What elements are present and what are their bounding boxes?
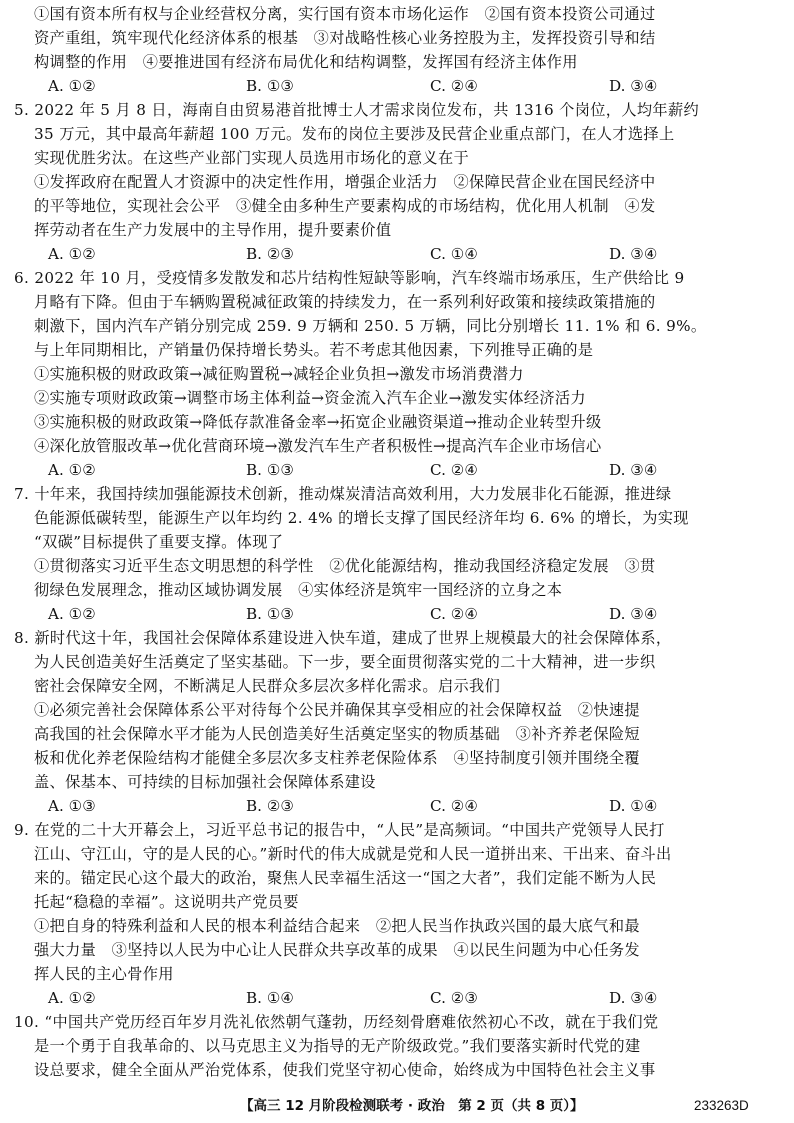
text-line: ①贯彻落实习近平生态文明思想的科学性 ②优化能源结构，推动我国经济稳定发展 ③贯 — [34, 557, 656, 575]
text-line: ①实施积极的财政政策→减征购置税→减轻企业负担→激发市场消费潜力 — [34, 365, 524, 383]
text-line: 构调整的作用 ④要推进国有经济布局优化和结构调整，发挥国有经济主体作用 — [34, 53, 578, 71]
text-line: 色能源低碳转型，能源生产以年均约 2. 4% 的增长支撑了国民经济年均 6. 6% 的增长，为实现 — [34, 509, 689, 527]
option-d: D. ③④ — [609, 77, 658, 95]
text-line: 为人民创造美好生活奠定了坚实基础。下一步，要全面贯彻落实党的二十大精神，进一步织 — [34, 653, 656, 671]
option-d: D. ③④ — [609, 989, 658, 1007]
text-line: ①国有资本所有权与企业经营权分离，实行国有资本市场化运作 ②国有资本投资公司通过 — [34, 5, 656, 23]
option-b: B. ①③ — [246, 461, 295, 479]
option-d: D. ③④ — [609, 605, 658, 623]
question-stem: 6. 2022 年 10 月，受疫情多发散发和芯片结构性短缺等影响，汽车终端市场承压，生产供给比 9 — [14, 269, 685, 287]
text-line: 板和优化养老保险结构才能健全多层次多支柱养老保险体系 ④坚持制度引领并围绕全覆 — [34, 749, 640, 767]
option-c: C. ②④ — [430, 605, 478, 623]
option-b: B. ①③ — [246, 77, 295, 95]
footer-title: 【高三 12 月阶段检测联考 · 政治 第 2 页（共 8 页）】 — [240, 1098, 584, 1114]
text-line: 高我国的社会保障水平才能为人民创造美好生活奠定坚实的物质基础 ③补齐养老保险短 — [34, 725, 640, 743]
paper-code: 233263D — [694, 1098, 749, 1113]
text-line: 来的。锚定民心这个最大的政治，聚焦人民幸福生活这一“国之大者”，我们定能不断为人民 — [34, 869, 657, 887]
text-line: 挥人民的主心骨作用 — [34, 965, 174, 983]
option-a: A. ①② — [48, 989, 96, 1007]
text-line: 是一个勇于自我革命的、以马克思主义为指导的无产阶级政党。”我们要落实新时代党的建 — [34, 1037, 641, 1055]
text-line: 35 万元，其中最高年薪超 100 万元。发布的岗位主要涉及民营企业重点部门，在人才选择上 — [34, 125, 675, 143]
text-line: 刺激下，国内汽车产销分别完成 259. 9 万辆和 250. 5 万辆，同比分别增长 11. 1% 和 6. 9%。 — [34, 317, 707, 335]
question-stem: 9. 在党的二十大开幕会上，习近平总书记的报告中，“人民”是高频词。“中国共产党领导人民打 — [14, 821, 665, 839]
text-line: ③实施积极的财政政策→降低存款准备金率→拓宽企业融资渠道→推动企业转型升级 — [34, 413, 602, 431]
option-a: A. ①② — [48, 605, 96, 623]
option-c: C. ②④ — [430, 461, 478, 479]
question-stem: 10. “中国共产党历经百年岁月洗礼依然朝气蓬勃，历经刻骨磨难依然初心不改，就在于我们党 — [14, 1013, 659, 1031]
text-line: ④深化放管服改革→优化营商环境→激发汽车生产者积极性→提高汽车企业市场信心 — [34, 437, 602, 455]
option-b: B. ①③ — [246, 605, 295, 623]
option-a: A. ①② — [48, 461, 96, 479]
option-c: C. ②③ — [430, 989, 478, 1007]
text-line: 的平等地位，实现社会公平 ③健全由多种生产要素构成的市场结构，优化用人机制 ④发 — [34, 197, 656, 215]
option-d: D. ③④ — [609, 245, 658, 263]
text-line: 与上年同期相比，产销量仍保持增长势头。若不考虑其他因素，下列推导正确的是 — [34, 341, 594, 359]
question-stem: 7. 十年来，我国持续加强能源技术创新，推动煤炭清洁高效利用，大力发展非化石能源，推进绿 — [14, 485, 672, 503]
text-line: 资产重组，筑牢现代化经济体系的根基 ③对战略性核心业务控股为主，发挥投资引导和结 — [34, 29, 656, 47]
option-c: C. ①④ — [430, 245, 478, 263]
text-line: 设总要求，健全全面从严治党体系，使我们党坚守初心使命，始终成为中国特色社会主义事 — [34, 1061, 656, 1079]
option-a: A. ①② — [48, 245, 96, 263]
text-line: “双碳”目标提供了重要支撑。体现了 — [34, 533, 284, 551]
question-stem: 8. 新时代这十年，我国社会保障体系建设进入快车道，建成了世界上规模最大的社会保障体系， — [14, 629, 672, 647]
text-line: ①发挥政府在配置人才资源中的决定性作用，增强企业活力 ②保障民营企业在国民经济中 — [34, 173, 656, 191]
option-c: C. ②④ — [430, 797, 478, 815]
text-line: 强大力量 ③坚持以人民为中心让人民群众共享改革的成果 ④以民生问题为中心任务发 — [34, 941, 640, 959]
option-a: A. ①③ — [48, 797, 96, 815]
text-line: 密社会保障安全网，不断满足人民群众多层次多样化需求。启示我们 — [34, 677, 501, 695]
text-line: 挥劳动者在生产力发展中的主导作用，提升要素价值 — [34, 221, 392, 239]
text-line: 盖、保基本、可持续的目标加强社会保障体系建设 — [34, 773, 376, 791]
option-d: D. ①④ — [609, 797, 658, 815]
text-line: 托起“稳稳的幸福”。这说明共产党员要 — [34, 893, 299, 911]
text-line: ②实施专项财政政策→调整市场主体利益→资金流入汽车企业→激发实体经济活力 — [34, 389, 586, 407]
option-b: B. ②③ — [246, 245, 295, 263]
option-c: C. ②④ — [430, 77, 478, 95]
option-a: A. ①② — [48, 77, 96, 95]
text-line: 彻绿色发展理念，推动区域协调发展 ④实体经济是筑牢一国经济的立身之本 — [34, 581, 563, 599]
question-stem: 5. 2022 年 5 月 8 日，海南自由贸易港首批博士人才需求岗位发布，共 1316 个岗位，人均年薪约 — [14, 101, 700, 119]
text-line: ①必须完善社会保障体系公平对待每个公民并确保其享受相应的社会保障权益 ②快速提 — [34, 701, 640, 719]
option-d: D. ③④ — [609, 461, 658, 479]
text-line: 月略有下降。但由于车辆购置税减征政策的持续发力，在一系列利好政策和接续政策措施的 — [34, 293, 656, 311]
option-b: B. ①④ — [246, 989, 295, 1007]
page-footer — [0, 1094, 794, 1118]
text-line: 实现优胜劣汰。在这些产业部门实现人员选用市场化的意义在于 — [34, 149, 470, 167]
text-line: ①把自身的特殊利益和人民的根本利益结合起来 ②把人民当作执政兴国的最大底气和最 — [34, 917, 640, 935]
option-b: B. ②③ — [246, 797, 295, 815]
text-line: 江山、守江山，守的是人民的心。”新时代的伟大成就是党和人民一道拼出来、干出来、奋斗出 — [34, 845, 672, 863]
